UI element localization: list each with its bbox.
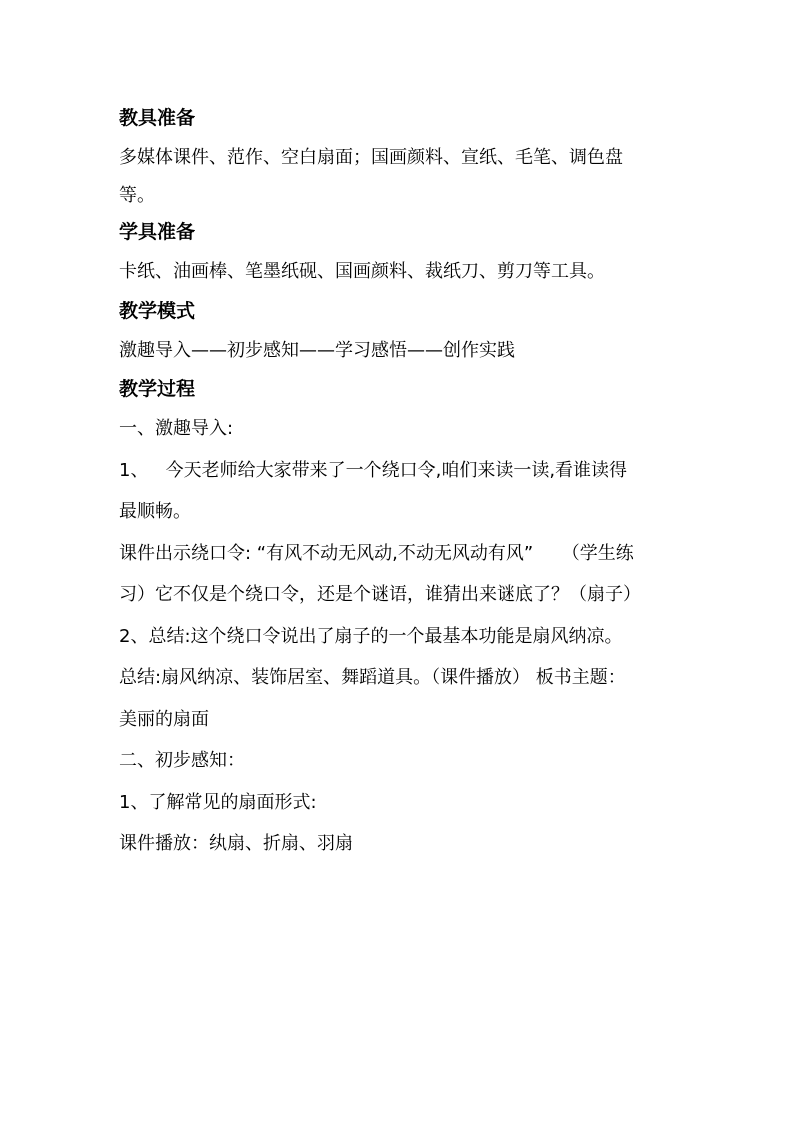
section-heading: 教学过程 bbox=[119, 378, 196, 400]
paragraph: 1、了解常见的扇面形式: bbox=[119, 791, 317, 813]
paragraph: 1、 今天老师给大家带来了一个绕口令,咱们来读一读,看谁读得 bbox=[119, 459, 628, 481]
paragraph: 激趣导入——初步感知——学习感悟——创作实践 bbox=[119, 339, 515, 361]
paragraph: 二、初步感知： bbox=[119, 750, 245, 771]
paragraph: 2、总结:这个绕口令说出了扇子的一个最基本功能是扇风纳凉。 bbox=[119, 625, 623, 647]
section-teaching-mode bbox=[119, 293, 699, 372]
paragraph: 美丽的扇面 bbox=[119, 708, 209, 730]
paragraph: 多媒体课件、范作、空白扇面；国画颜料、宣纸、毛笔、调色盘 bbox=[119, 147, 623, 168]
section-heading: 学具准备 bbox=[119, 221, 196, 243]
paragraph: 课件出示绕口令: “有风不动无风动,不动无风动有风” （学生练 bbox=[119, 542, 634, 564]
paragraph: 等。 bbox=[119, 184, 155, 206]
paragraph: 一、激趣导入: bbox=[119, 418, 234, 439]
paragraph: 卡纸、油画棒、笔墨纸砚、国画颜料、裁纸刀、剪刀等工具。 bbox=[119, 261, 605, 282]
section-heading: 教具准备 bbox=[119, 107, 196, 129]
section-teaching-process bbox=[119, 371, 699, 865]
paragraph: 习）它不仅是个绕口令，还是个谜语，谁猜出来谜底了？（扇子） bbox=[119, 584, 641, 605]
section-heading: 教学模式 bbox=[119, 299, 196, 322]
section-student-tools bbox=[119, 214, 699, 293]
paragraph: 总结:扇风纳凉、装饰居室、舞蹈道具。（课件播放） 板书主题： bbox=[119, 667, 626, 688]
section-teaching-aids bbox=[119, 100, 699, 216]
paragraph: 课件播放：纨扇、折扇、羽扇 bbox=[119, 833, 353, 854]
paragraph: 最顺畅。 bbox=[119, 501, 191, 522]
document-page bbox=[119, 100, 699, 865]
